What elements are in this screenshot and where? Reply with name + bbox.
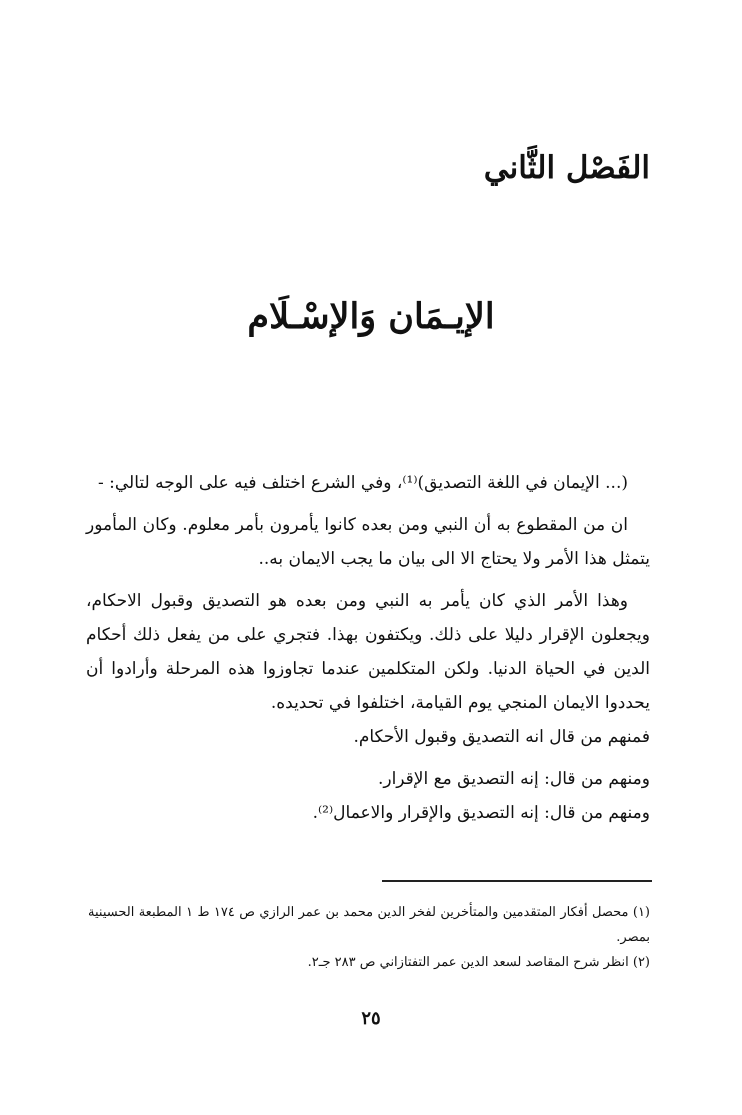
chapter-title: الفَصْل الثَّاني (483, 150, 650, 186)
paragraph-second: وهذا الأمر الذي كان يأمر به النبي ومن بعده هو التصديق وقبول الاحكام، ويجعلون الإقرار دليلا على ذلك. ويكتفون بهذا. فتجري على من يفعل ذلك أحكام الدين في الحياة الدنيا. ولكن المتكلمين عندما تجاوزوا هذه المرحلة وأرادوا أن يحددوا الايمان المنجي يوم القيامة، اختلفوا في تحديده. (86, 591, 650, 713)
paragraph-opinion-two: ومنهم من قال: إنه التصديق مع الإقرار. (377, 769, 650, 789)
paragraph-opinion-one: فمنهم من قال انه التصديق وقبول الأحكام. (353, 727, 650, 747)
footnote-1: (١) محصل أفكار المتقدمين والمتأخرين لفخر الدين محمد بن عمر الرازي ص ١٧٤ ط ١ المطبعة الحسينية بمصر. (88, 905, 650, 945)
footnote-2: (٢) انظر شرح المقاصد لسعد الدين عمر التفتازاني ص ٢٨٣ جـ٢. (307, 955, 650, 970)
page-number: ٢٥ (361, 1008, 381, 1029)
paragraph-first: ان من المقطوع به أن النبي ومن بعده كانوا يأمرون بأمر معلوم. وكان المأمور يتمثل هذا الأمر ولا يحتاج الا الى بيان ما يجب الايمان به.. (86, 515, 650, 569)
paragraph-opinion-three: ومنهم من قال: إنه التصديق والإقرار والاعمال⁽²⁾. (312, 803, 650, 823)
body-text (86, 466, 650, 830)
paragraph-intro: (... الإيمان في اللغة التصديق)⁽¹⁾، وفي الشرع اختلف فيه على الوجه لتالي: - (97, 473, 628, 493)
footnote-divider (382, 880, 652, 882)
section-title: الإيـمَان وَالإسْـلَام (247, 296, 495, 337)
footnotes (88, 900, 650, 975)
